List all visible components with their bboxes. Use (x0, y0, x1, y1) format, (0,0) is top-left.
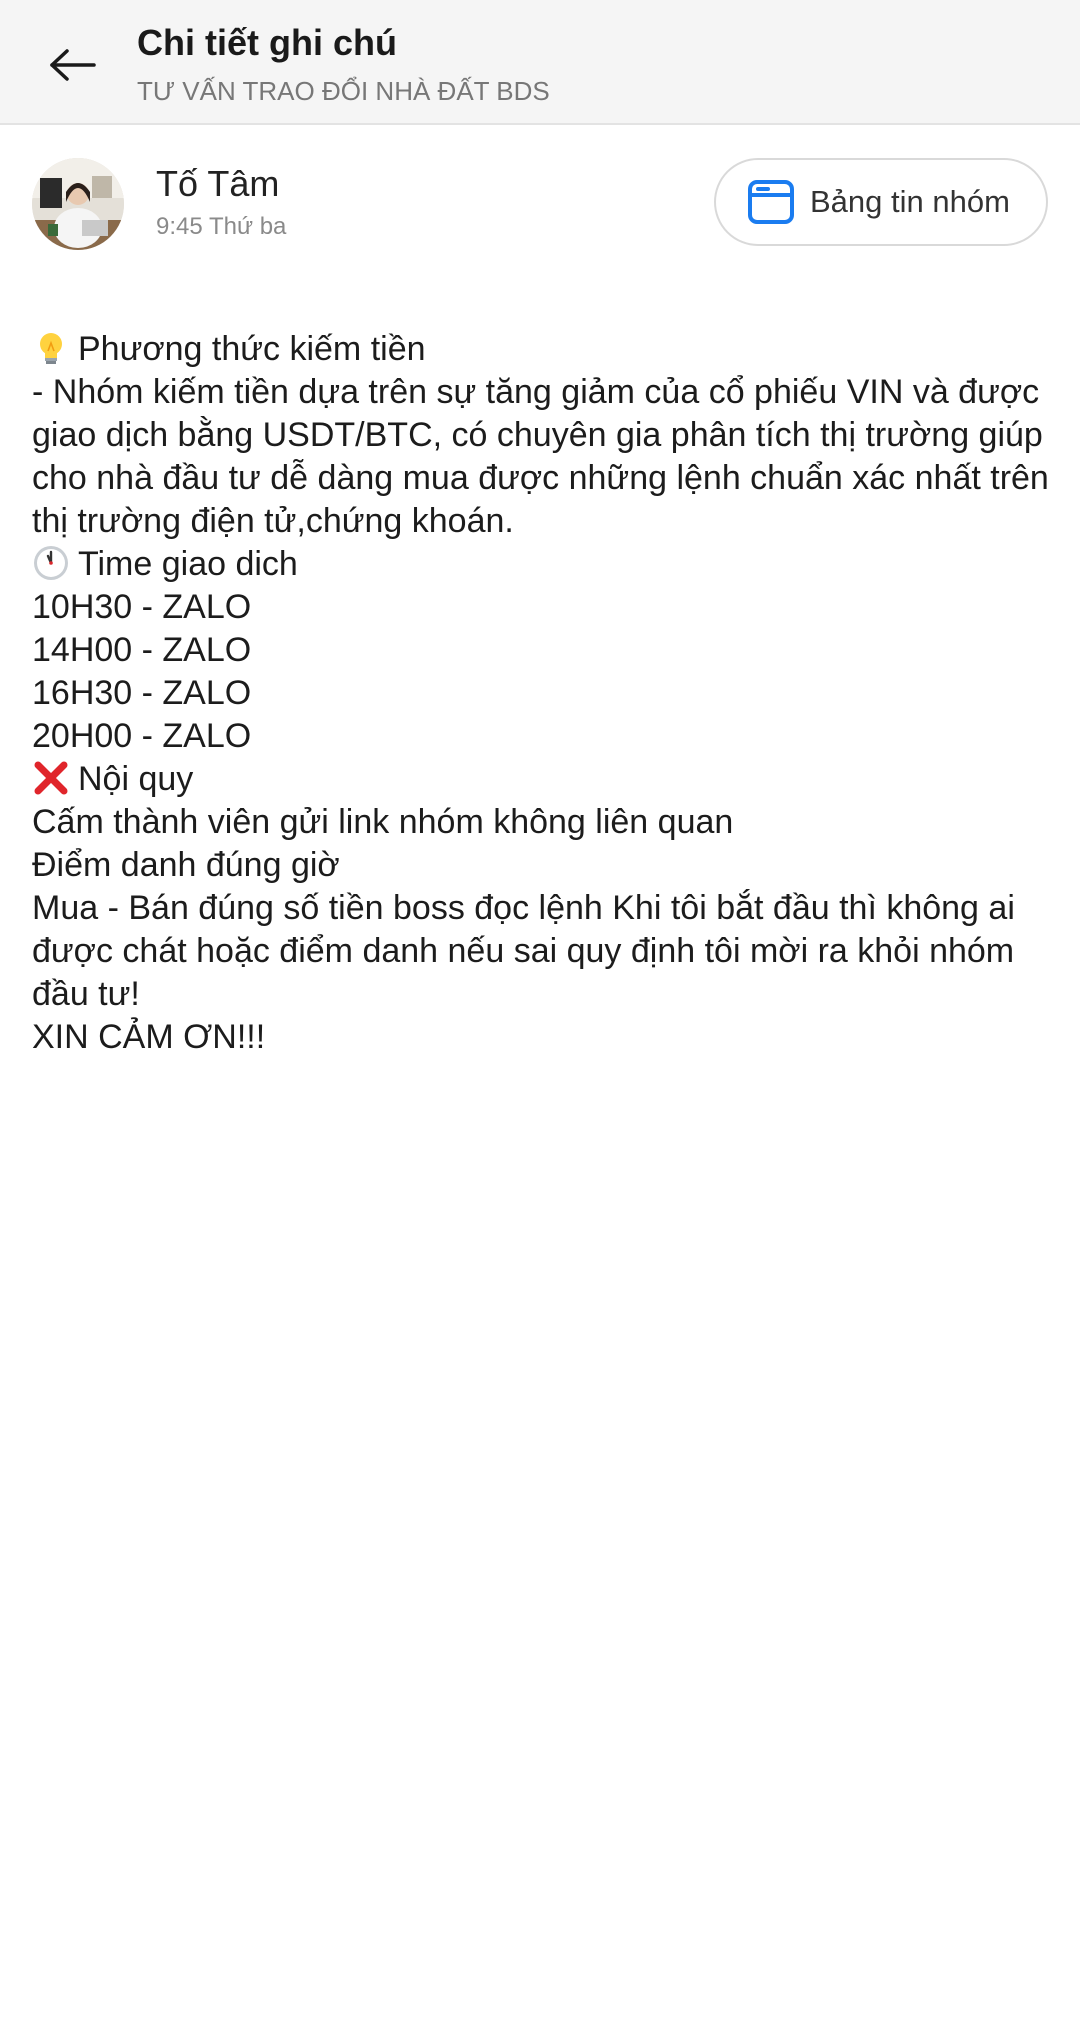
schedule-item: 20H00 - ZALO (32, 717, 252, 755)
heading-time-line (32, 543, 1052, 586)
clock-icon (32, 544, 70, 582)
rule-item: Cấm thành viên gửi link nhóm không liên quan (32, 803, 734, 841)
note-author-row (0, 125, 1080, 275)
closing-text: XIN CẢM ƠN!!! (32, 1018, 266, 1056)
light-bulb-icon (32, 329, 70, 367)
avatar[interactable] (32, 158, 124, 250)
heading-rules-line (32, 758, 1052, 801)
schedule-item: 16H30 - ZALO (32, 674, 252, 712)
page-title: Chi tiết ghi chú (137, 22, 397, 63)
group-name: TƯ VẤN TRAO ĐỔI NHÀ ĐẤT BDS (137, 76, 550, 106)
arrow-left-icon (49, 49, 97, 81)
avatar-image (32, 158, 124, 250)
window-icon (746, 177, 796, 227)
group-board-label: Bảng tin nhóm (810, 184, 1010, 219)
heading-method: Phương thức kiếm tiền (78, 330, 426, 368)
group-board-button[interactable] (714, 158, 1048, 246)
rule-item: Mua - Bán đúng số tiền boss đọc lệnh Khi tôi bắt đầu thì không ai được chát hoặc điểm danh nếu sai quy định tôi mời ra khỏi nhóm đầu tư! (32, 889, 1015, 1013)
heading-rules: Nội quy (78, 760, 194, 798)
schedule-item: 10H30 - ZALO (32, 588, 252, 626)
schedule-item: 14H00 - ZALO (32, 631, 252, 669)
rule-item: Điểm danh đúng giờ (32, 846, 340, 884)
note-timestamp: 9:45 Thứ ba (156, 213, 287, 240)
cross-mark-icon (32, 759, 70, 797)
app-header (0, 0, 1080, 125)
author-name: Tố Tâm (156, 163, 280, 204)
back-button[interactable] (38, 30, 108, 100)
method-text: - Nhóm kiếm tiền dựa trên sự tăng giảm của cổ phiếu VIN và được giao dịch bằng USDT/BTC, có chuyên gia phân tích thị trường giúp cho nhà đầu tư dễ dàng mua được những lệnh chuẩn xác nhất trên thị trường điện tử,chứng khoán. (32, 373, 1049, 540)
note-content (32, 328, 1052, 1059)
heading-time: Time giao dich (78, 545, 298, 583)
heading-method-line (32, 328, 1052, 371)
